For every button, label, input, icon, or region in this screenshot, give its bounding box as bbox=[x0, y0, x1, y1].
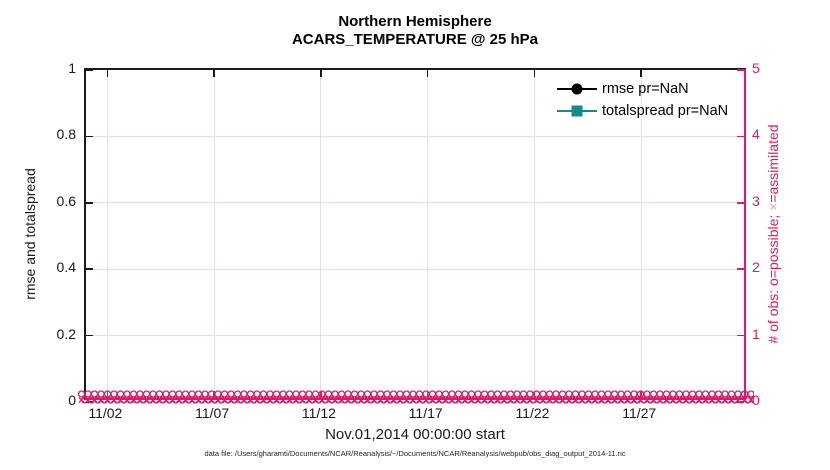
chart-title-line2: ACARS_TEMPERATURE @ 25 hPa bbox=[291, 31, 539, 48]
right-y-tick-label: 2 bbox=[752, 259, 760, 276]
left-y-tick-label: 0.6 bbox=[56, 192, 76, 209]
x-tick-top bbox=[107, 70, 109, 77]
x-tick-top bbox=[213, 70, 215, 77]
left-y-tick-label: 1 bbox=[68, 60, 76, 76]
y-gridline bbox=[86, 202, 744, 203]
x-tick-label: 11/17 bbox=[408, 405, 443, 421]
right-y-tick-label: 3 bbox=[752, 192, 760, 209]
x-tick-top bbox=[320, 70, 322, 77]
x-tick-label: 11/12 bbox=[301, 405, 336, 421]
x-axis-label: Nov.01,2014 00:00:00 start bbox=[325, 426, 505, 443]
x-gridline bbox=[427, 70, 428, 398]
x-gridline bbox=[214, 70, 215, 398]
y-tick-left bbox=[86, 202, 93, 204]
x-tick-label: 11/02 bbox=[88, 405, 123, 421]
y-tick-right bbox=[737, 202, 744, 204]
y-tick-right bbox=[737, 268, 744, 270]
y-gridline bbox=[86, 136, 744, 137]
right-axis-label-prefix: # of obs: o=possible; bbox=[765, 210, 781, 344]
y-tick-left bbox=[86, 335, 93, 337]
y-tick-left bbox=[86, 69, 93, 71]
x-gridline bbox=[534, 70, 535, 398]
obs-markers bbox=[79, 391, 755, 403]
x-tick-top bbox=[640, 70, 642, 77]
left-axis-label: rmse and totalspread bbox=[22, 168, 38, 300]
x-gridline bbox=[107, 70, 108, 398]
right-axis-label bbox=[765, 124, 781, 343]
right-y-tick-label: 5 bbox=[752, 60, 760, 76]
y-gridline bbox=[86, 269, 744, 270]
square-marker-icon bbox=[556, 103, 598, 119]
x-tick-label: 11/27 bbox=[622, 405, 657, 421]
circle-marker-icon bbox=[556, 81, 598, 97]
x-tick-label: 11/07 bbox=[195, 405, 230, 421]
y-tick-right bbox=[737, 69, 744, 71]
y-gridline bbox=[86, 335, 744, 336]
left-y-tick-label: 0.8 bbox=[56, 126, 76, 143]
x-tick-top bbox=[427, 70, 429, 77]
right-axis-label-suffix: =assimilated bbox=[765, 124, 781, 203]
left-y-tick-label: 0.2 bbox=[56, 325, 76, 342]
right-axis-label-x-marker: × bbox=[765, 202, 781, 211]
y-tick-left bbox=[86, 268, 93, 270]
legend-item-label: totalspread pr=NaN bbox=[602, 103, 729, 119]
data-file-note: data file: /Users/gharamti/Documents/NCAR/Reanalysis/~/Documents/NCAR/Reanalysis/webpub/obs_diag_output_2014-11.nc bbox=[204, 449, 626, 458]
obs-count-marker-band bbox=[78, 389, 754, 409]
y-tick-right bbox=[737, 335, 744, 337]
legend bbox=[556, 78, 728, 122]
y-tick-right bbox=[737, 136, 744, 138]
y-tick-left bbox=[86, 136, 93, 138]
x-tick-label: 11/22 bbox=[515, 405, 550, 421]
right-y-tick-label: 0 bbox=[752, 392, 760, 408]
x-gridline bbox=[320, 70, 321, 398]
legend-item-rmse bbox=[556, 78, 728, 100]
right-y-tick-label: 1 bbox=[752, 325, 760, 342]
x-tick-top bbox=[534, 70, 536, 77]
legend-item-label: rmse pr=NaN bbox=[602, 81, 689, 97]
legend-item-totalspread bbox=[556, 100, 728, 122]
left-y-tick-label: 0 bbox=[68, 392, 76, 408]
left-y-tick-label: 0.4 bbox=[56, 259, 76, 276]
right-y-tick-label: 4 bbox=[752, 126, 760, 143]
chart-title-line1: Northern Hemisphere bbox=[338, 13, 492, 30]
